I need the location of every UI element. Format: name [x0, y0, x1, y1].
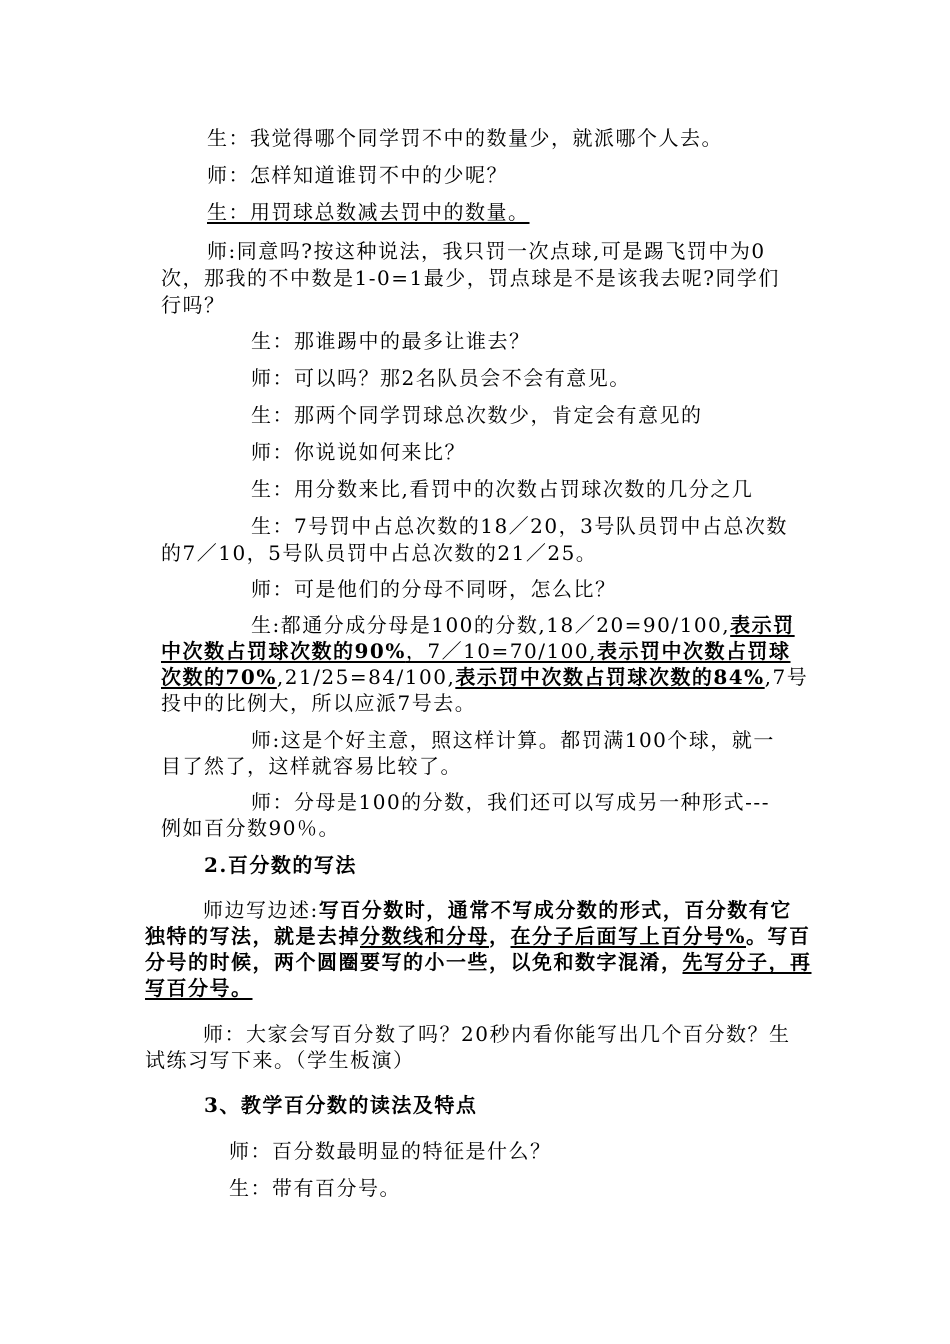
text-span: ,21/25=84/100, — [276, 665, 456, 689]
dialogue-line: 生：用分数来比,看罚中的次数占罚球次数的几分之几 — [251, 477, 754, 501]
section-heading: 2.百分数的写法 — [204, 853, 357, 877]
dialogue-line: 行吗？ — [161, 293, 226, 317]
emphasis-span: 写百分数时，通常不写成分数的形式，百分数有它 — [318, 898, 792, 922]
emphasis-span: 表示罚中次数占罚球次数的84% — [455, 665, 765, 689]
dialogue-line: 师：可以吗？那2名队员会不会有意见。 — [251, 366, 631, 390]
emphasis-span: 先写分子，再 — [682, 950, 812, 974]
dialogue-line: 师：可是他们的分母不同呀，怎么比？ — [251, 577, 617, 601]
dialogue-line: 师:同意吗?按这种说法，我只罚一次点球,可是踢飞罚中为0 — [207, 239, 766, 263]
dialogue-line: 目了然了，这样就容易比较了。 — [161, 754, 462, 778]
dialogue-line — [145, 923, 811, 950]
emphasis-span: 在分子后面写上百分号% — [510, 924, 747, 948]
dialogue-line: 师：百分数最明显的特征是什么？ — [229, 1139, 552, 1163]
dialogue-line: 师:这是个好主意，照这样计算。都罚满100个球，就一 — [251, 728, 775, 752]
text-span: ，7／10=70/100, — [405, 639, 597, 663]
dialogue-line — [203, 897, 792, 924]
dialogue-line: 师：大家会写百分数了吗？20秒内看你能写出几个百分数？生 — [203, 1022, 791, 1046]
text-span: 分号的时候，两个圆圈要写的小一些，以免和数字混淆， — [145, 950, 683, 974]
emphasis-span: 分数线和分母 — [360, 924, 489, 948]
dialogue-line: 例如百分数90％。 — [161, 816, 340, 840]
text-span: 师边写边述: — [203, 898, 319, 922]
dialogue-line: 师：分母是100的分数，我们还可以写成另一种形式--- — [251, 790, 770, 814]
section-heading: 3、教学百分数的读法及特点 — [204, 1093, 478, 1117]
emphasis-span: 中次数占罚球次数的90% — [161, 639, 406, 663]
dialogue-line: 投中的比例大，所以应派7号去。 — [161, 691, 477, 715]
dialogue-line: 次，那我的不中数是1-0=1最少，罚点球是不是该我去呢?同学们 — [161, 266, 780, 290]
text-span: 独特的写法，就是去掉 — [145, 924, 360, 948]
dialogue-line — [251, 612, 795, 639]
text-span: 。写百 — [746, 924, 811, 948]
text-span: ,7号 — [764, 665, 809, 689]
dialogue-line — [161, 638, 791, 665]
emphasis-span: 表示罚中次数占罚球 — [597, 639, 791, 663]
dialogue-line: 师：你说说如何来比？ — [251, 440, 466, 464]
text-span: 生:都通分成分母是100的分数,18／20=90/100, — [251, 613, 731, 637]
dialogue-line: 师：怎样知道谁罚不中的少呢？ — [207, 163, 508, 187]
dialogue-line — [145, 949, 812, 976]
dialogue-line: 生：那谁踢中的最多让谁去？ — [251, 329, 531, 353]
dialogue-line: 生：那两个同学罚球总次数少，肯定会有意见的 — [251, 403, 703, 427]
dialogue-line: 生：带有百分号。 — [229, 1176, 401, 1200]
dialogue-line: 试练习写下来。（学生板演） — [145, 1048, 415, 1072]
emphasis-span: 表示罚 — [730, 613, 795, 637]
text-span: ， — [489, 924, 511, 948]
dialogue-line-underlined: 生：用罚球总数减去罚中的数量。 — [207, 200, 530, 224]
emphasis-span: 次数的70% — [161, 665, 277, 689]
dialogue-line-underlined: 写百分号。 — [145, 976, 253, 1000]
dialogue-line: 生：我觉得哪个同学罚不中的数量少，就派哪个人去。 — [207, 126, 723, 150]
dialogue-line — [161, 664, 808, 691]
dialogue-line: 的7／10，5号队员罚中占总次数的21／25。 — [161, 541, 598, 565]
dialogue-line: 生：7号罚中占总次数的18／20，3号队员罚中占总次数 — [251, 514, 788, 538]
